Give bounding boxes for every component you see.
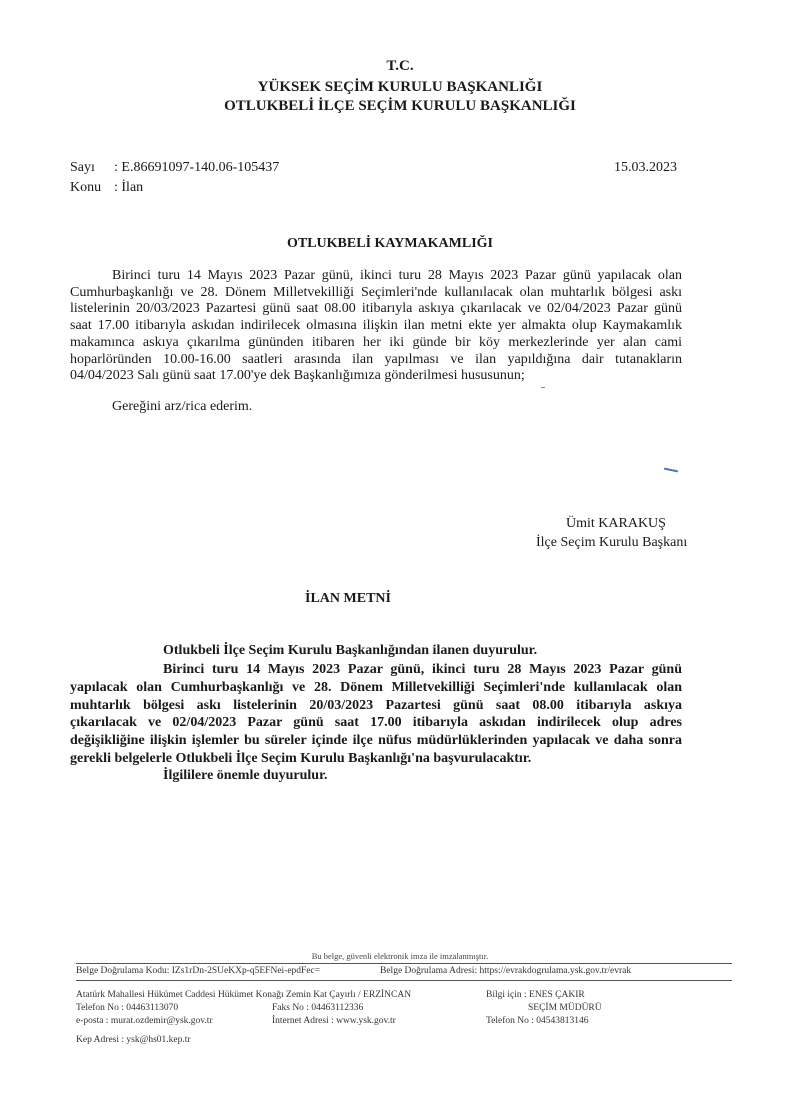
info-phone: Telefon No : 04543813146 [486,1016,589,1026]
ilan-line: muhtarlık bölgesi askı listelerinin 20/03/2023 Pazartesi günü saat 08.00 itibarıyla askıya [70,697,682,713]
verify-url[interactable]: Belge Doğrulama Adresi: https://evrakdogrulama.ysk.gov.tr/evrak [380,966,632,976]
header-otlukbeli: OTLUKBELİ İLÇE SEÇİM KURULU BAŞKANLIĞI [224,98,576,114]
body-paragraph [70,268,682,385]
signatory-name: Ümit KARAKUŞ [566,516,666,531]
web-address[interactable]: İnternet Adresi : www.ysk.gov.tr [272,1016,396,1026]
ilan-outro: İlgililere önemle duyurulur. [163,768,328,783]
footer-rule-top [76,963,732,964]
closing-line: Gereğini arz/rica ederim. [112,399,253,414]
fax: Faks No : 04463112336 [272,1003,364,1013]
info-title: SEÇİM MÜDÜRÜ [528,1003,602,1013]
body-line: makamınca askıya çıkarılma gününden itibaren her iki günde bir köy merkezlerinde yer alan cami [70,334,682,350]
document-date: 15.03.2023 [614,160,677,175]
body-line: hoparlöründen 10.00-16.00 saatleri arasında ilan yapılması ve ilan yapıldığına dair tutanakların [70,351,682,367]
signatory-title: İlçe Seçim Kurulu Başkanı [536,535,688,550]
footer-rule-bottom [76,980,732,981]
ilan-heading: İLAN METNİ [305,591,391,606]
ilan-intro: Otlukbeli İlçe Seçim Kurulu Başkanlığından ilanen duyurulur. [163,643,538,658]
ilan-line: değişikliğine ilişkin işlemler bu süreler içinde ilçe nüfus müdürlüklerinden yapılacak ve daha sonra [70,733,682,749]
address: Atatürk Mahallesi Hükümet Caddesi Hükümet Konağı Zemin Kat Çayırlı / ERZİNCAN [76,990,412,1000]
esign-note: Bu belge, güvenli elektronik imza ile imzalanmıştır. [311,951,489,961]
ilan-line: çıkarılacak ve 02/04/2023 Pazar günü saat 17.00 itibarıyla askıdan indirilecek olup adres [70,715,682,731]
recipient-title: OTLUKBELİ KAYMAKAMLIĞI [286,236,493,251]
phone: Telefon No : 04463113070 [76,1003,179,1013]
ilan-paragraph [70,661,682,768]
body-line: listelerinin 20/03/2023 Pazartesi günü saat 08.00 itibarıyla askıya çıkarılacak ve 02/04/2023 Pazar günü [70,301,682,317]
ilan-line: Birinci turu 14 Mayıs 2023 Pazar günü, ikinci turu 28 Mayıs 2023 Pazar günü [163,662,682,677]
info-contact: Bilgi için : ENES ÇAKIR [486,990,585,1000]
body-line: Birinci turu 14 Mayıs 2023 Pazar günü, ikinci turu 28 Mayıs 2023 Pazar günü yapılacak olan [112,268,682,283]
konu-label: Konu [70,180,102,195]
ilan-line: yapılacak olan Cumhurbaşkanlığı ve 28. Dönem Milletvekilliği Seçimleri'nde kullanılacak olan [70,679,682,695]
sayi-label: Sayı [70,160,95,175]
ilan-line: gerekli belgelerle Otlukbeli İlçe Seçim Kurulu Başkanlığı'na başvurulacaktır. [70,750,532,766]
sayi-value: : E.86691097-140.06-105437 [114,160,280,175]
scan-mark [664,468,678,473]
header-tc: T.C. [386,58,414,74]
email[interactable]: e-posta : murat.ozdemir@ysk.gov.tr [76,1016,213,1026]
kep-address[interactable]: Kep Adresi : ysk@hs01.kep.tr [76,1035,191,1045]
body-line: Cumhurbaşkanlığı ve 28. Dönem Milletvekilliği Seçimleri'nde kullanılacak olan muhtarlık bölgesi askı [70,284,682,300]
body-line: saat 17.00 itibarıyla askıdan indirilecek olmasına ilişkin ilan metni ekte yer almakta olup Kaymakamlık [70,318,682,334]
verify-code: Belge Doğrulama Kodu: IZs1rDn-2SUeKXp-q5EFNei-epdFec= [76,966,321,976]
header-ysk: YÜKSEK SEÇİM KURULU BAŞKANLIĞI [257,79,543,95]
scan-mark [541,387,545,388]
body-line: 04/04/2023 Salı günü saat 17.00'ye dek Başkanlığımıza gönderilmesi hususunun; [70,368,525,384]
konu-value: : İlan [114,180,144,195]
